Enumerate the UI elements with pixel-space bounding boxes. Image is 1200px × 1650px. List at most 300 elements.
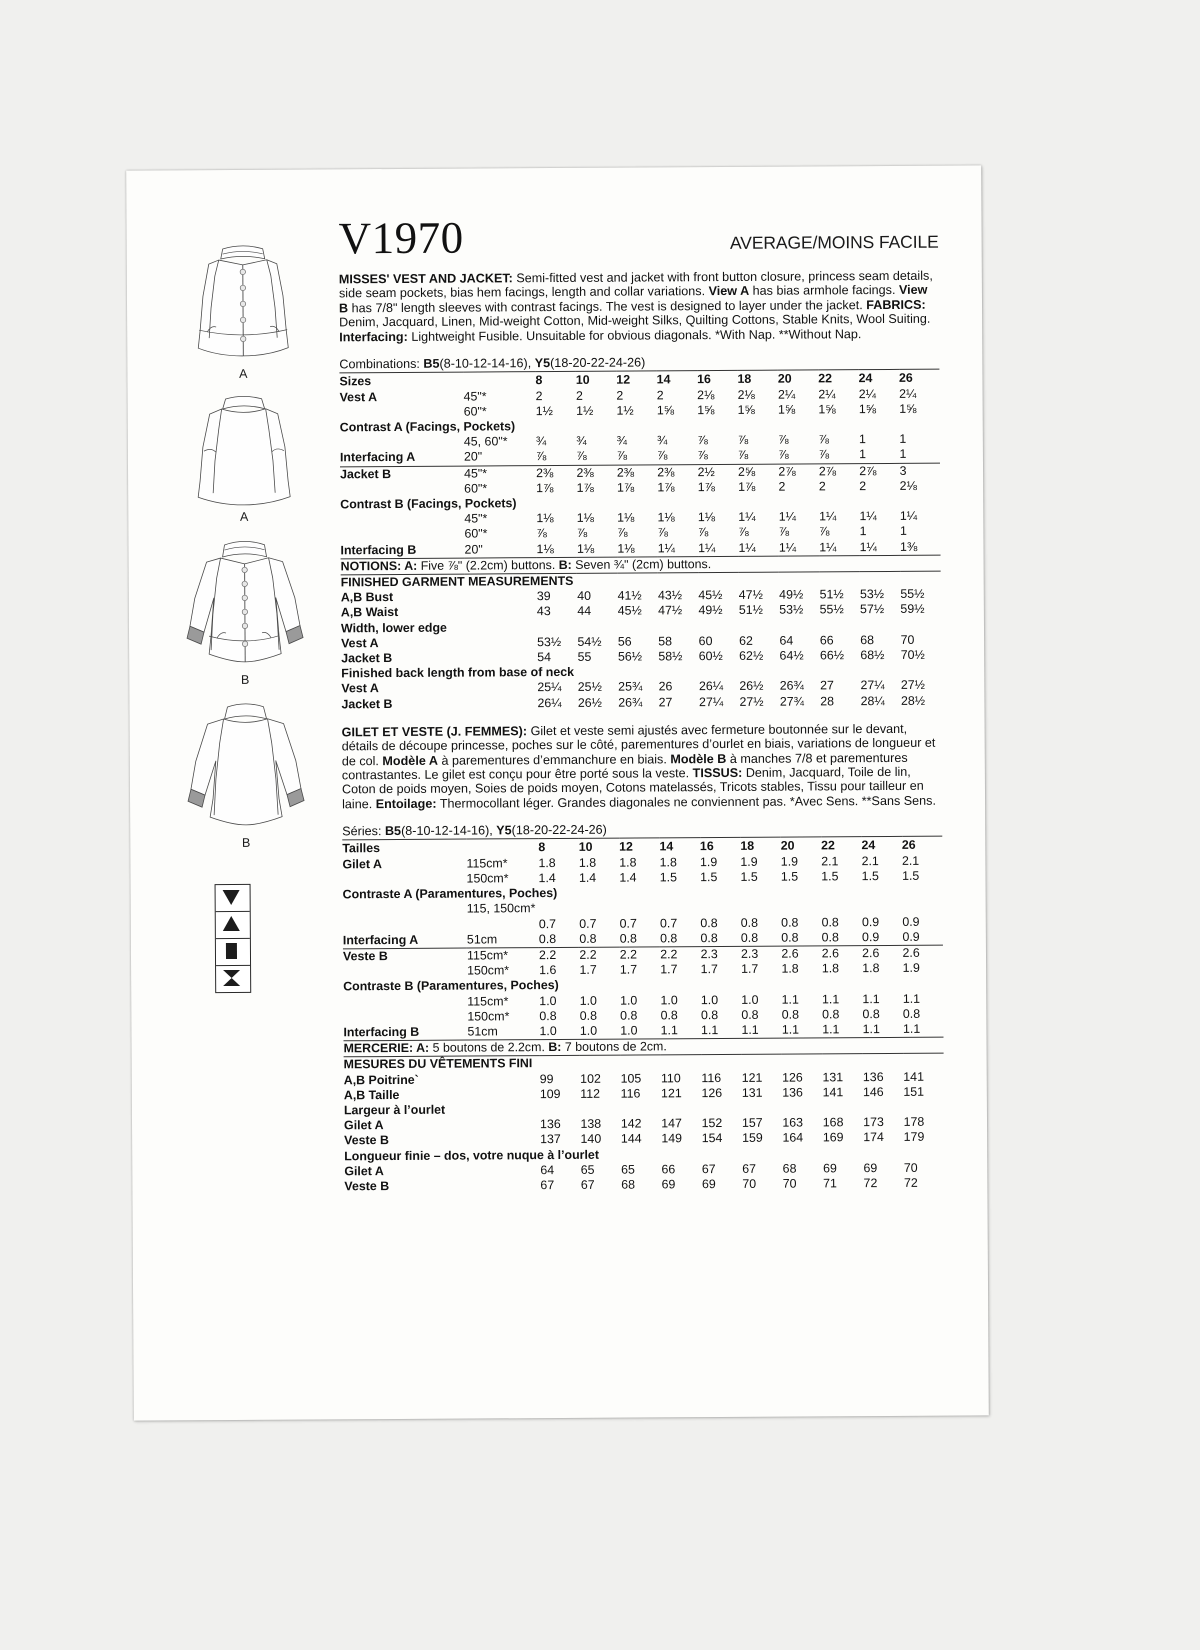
yardage-value: 1.0 <box>539 993 557 1008</box>
yardage-value: 2 <box>616 388 624 403</box>
yardage-value: 1.8 <box>578 855 597 870</box>
english-description: MISSES' VEST AND JACKET: Semi-fitted vest and jacket with front button closure, princess seam details, side seam pockets, bias hem facings, length and collar variations. View A has bias armhole facings. View B has 7/8" length sleeves with contrast facings. The vest is designed to layer under the jacket. FABRICS: Denim, Jacquard, Linen, Mid-weight Cotton, Mid-weight Silks, Quilting Cottons, Stable Knits, Wool Suiting. Interfacing: Lightweight Fusible. Unsuitable for obvious diagonals. *With Nap. **Without Nap. <box>338 268 933 344</box>
yardage-value: 2⅜ <box>576 465 616 481</box>
fgm-value: 65 <box>621 1162 635 1177</box>
yardage-value: 1.9 <box>780 854 799 869</box>
yardage-value: 0.8 <box>700 915 718 930</box>
yardage-row-width: 150cm* <box>467 963 510 978</box>
size-header-16: 16 <box>697 370 737 387</box>
figure-vest-back-view-a <box>176 388 313 524</box>
yardage-value: 1⅛ <box>697 510 716 525</box>
fgm-value: 109 <box>539 1086 561 1101</box>
fgm-value: 39 <box>536 589 551 604</box>
fgm-value: 49½ <box>779 587 804 602</box>
yardage-value: 2¼ <box>899 386 917 401</box>
yardage-value: 1.8 <box>781 961 799 976</box>
yardage-value: ⅞ <box>616 448 628 463</box>
yardage-value: 1.0 <box>620 993 638 1008</box>
yardage-row-width: 51cm <box>466 932 498 947</box>
fgm-value: 27¾ <box>779 694 804 709</box>
yardage-value: 1.5 <box>902 868 920 883</box>
hourglass-icon <box>216 966 250 992</box>
fgm-value: 40 <box>577 588 592 604</box>
fgm-value: 43½ <box>657 588 683 603</box>
yardage-value: 2.6 <box>781 946 821 962</box>
fgm-value: 66 <box>819 633 834 648</box>
fgm-value: 67 <box>701 1161 716 1176</box>
size-header-20: 20 <box>781 837 821 854</box>
fgm-value: 136 <box>782 1085 803 1100</box>
size-header-18: 18 <box>737 370 777 387</box>
vest-back-illustration <box>186 389 303 510</box>
yardage-value: 0.9 <box>861 914 880 929</box>
fgm-value: 58 <box>658 634 673 649</box>
yardage-value: 0.8 <box>741 1007 759 1022</box>
yardage-value: 0.7 <box>659 915 678 930</box>
notions-row: NOTIONS: A: Five ⅞" (2.2cm) buttons. B: Seven ¾" (2cm) buttons. <box>341 555 941 575</box>
fgm-value: 68 <box>621 1177 636 1192</box>
yardage-value: 1.5 <box>659 870 677 885</box>
yardage-value: 2.2 <box>660 947 700 963</box>
fgm-row-label: A,B Bust <box>340 590 394 605</box>
fgm-value: 173 <box>863 1115 884 1130</box>
fgm-value: 137 <box>540 1132 561 1147</box>
fgm-value: 26¾ <box>779 678 804 694</box>
fgm-row-label: Vest A <box>341 681 379 696</box>
yardage-row-width: 150cm* <box>466 871 509 886</box>
fgm-value: 136 <box>539 1117 561 1132</box>
jacket-front-illustration <box>182 532 307 673</box>
yardage-value: ⅞ <box>617 525 628 540</box>
yardage-value: 1.4 <box>578 870 597 885</box>
yardage-value: 1¼ <box>778 540 797 555</box>
fgm-value: 146 <box>862 1084 884 1099</box>
yardage-value: 1.8 <box>659 855 677 870</box>
yardage-value: 1¼ <box>657 540 675 555</box>
yardage-row-label: Gilet A <box>342 856 382 872</box>
size-header-24: 24 <box>859 369 899 386</box>
yardage-value: 1.8 <box>619 855 637 870</box>
yardage-value: 2⅞ <box>778 463 818 479</box>
fgm-value: 151 <box>903 1084 925 1099</box>
fgm-value: 140 <box>580 1132 602 1147</box>
size-header-24: 24 <box>861 837 901 854</box>
fgm-value: 64 <box>779 633 794 648</box>
yardage-row-label: Interfacing A <box>342 932 419 948</box>
yardage-value: 0.8 <box>539 1008 557 1023</box>
yardage-row-width: 60"* <box>464 526 488 541</box>
fgm-value: 70 <box>903 1160 918 1175</box>
size-header-14: 14 <box>659 838 699 855</box>
figure-label-b-back: B <box>241 835 251 850</box>
fgm-row-label: A,B Waist <box>340 605 399 620</box>
header-row <box>338 202 938 262</box>
yardage-value: 1.1 <box>821 991 840 1006</box>
yardage-value: 0.8 <box>822 1007 840 1022</box>
english-combinations: Combinations: B5(8-10-12-14-16), Y5(18-20-22-24-26) <box>339 355 646 372</box>
fgm-section-label: Finished back length from base of neck <box>341 665 575 681</box>
yardage-value: 1¼ <box>819 509 837 524</box>
fgm-value: 55 <box>577 649 592 664</box>
size-header-26: 26 <box>899 369 940 386</box>
yardage-value: 1.7 <box>741 961 759 977</box>
yardage-value: 2⅞ <box>819 463 859 479</box>
fgm-value: 57½ <box>859 602 885 617</box>
yardage-value: 2.6 <box>902 945 943 961</box>
yardage-value: 2⅜ <box>617 464 657 480</box>
fgm-value: 105 <box>620 1071 642 1086</box>
yardage-value: 1.8 <box>538 855 556 870</box>
yardage-value: ⅞ <box>697 433 708 448</box>
yardage-value: 1½ <box>576 403 594 418</box>
yardage-value: ⅞ <box>697 525 709 540</box>
fgm-value: 69 <box>823 1161 837 1176</box>
fgm-value: 157 <box>741 1115 763 1131</box>
yardage-value: 2.2 <box>620 947 660 963</box>
yardage-value: 3 <box>900 463 941 479</box>
yardage-value: 1.0 <box>660 992 678 1007</box>
fgm-value: 69 <box>863 1160 878 1175</box>
yardage-value: 0.8 <box>619 931 637 946</box>
yardage-value: 1 <box>899 447 907 462</box>
yardage-row-width: 45, 60"* <box>463 434 508 449</box>
yardage-value: 1.1 <box>822 1022 840 1037</box>
fgm-value: 25½ <box>577 680 602 695</box>
fgm-value: 126 <box>701 1085 723 1100</box>
fgm-value: 66 <box>661 1162 676 1177</box>
yardage-value: 1 <box>858 432 866 447</box>
fgm-value: 28 <box>820 693 835 708</box>
fgm-value: 60½ <box>698 648 723 664</box>
yardage-value: 1.1 <box>781 992 799 1007</box>
yardage-value: 2⅛ <box>737 387 755 402</box>
fgm-value: 70 <box>742 1176 757 1191</box>
pattern-number: V1970 <box>338 212 464 264</box>
jacket-back-illustration <box>183 695 308 836</box>
size-header-12: 12 <box>619 838 659 855</box>
fgm-row-label: A,B Poitrine` <box>343 1072 419 1087</box>
fgm-value: 26¼ <box>537 695 562 710</box>
yardage-value: 0.8 <box>620 1008 638 1023</box>
yardage-value: 2.1 <box>861 853 879 868</box>
french-yardage-table <box>342 836 944 1195</box>
size-header-22: 22 <box>818 370 858 387</box>
fgm-value: 60 <box>698 633 713 648</box>
french-combinations: Séries: B5(8-10-12-14-16), Y5(18-20-22-24-26) <box>342 822 607 839</box>
fgm-value: 58½ <box>658 649 683 664</box>
fgm-value: 67 <box>580 1177 595 1192</box>
yardage-value: 1 <box>899 524 907 539</box>
fgm-row-label: Veste B <box>344 1179 390 1194</box>
fgm-row-label: Gilet A <box>344 1163 384 1179</box>
yardage-value: 1.4 <box>619 870 637 885</box>
yardage-value: 1.9 <box>740 854 758 869</box>
yardage-value: 1¼ <box>899 508 918 524</box>
fgm-value: 126 <box>782 1070 803 1085</box>
yardage-value: 0.8 <box>579 1008 598 1023</box>
yardage-value: 2¼ <box>818 386 836 401</box>
yardage-value: 1.4 <box>538 870 556 886</box>
yardage-value: ¾ <box>656 433 668 448</box>
fgm-value: 27 <box>820 678 834 693</box>
fgm-value: 142 <box>620 1116 642 1131</box>
yardage-value: 1¼ <box>819 539 837 554</box>
yardage-value: 2 <box>818 479 826 494</box>
fgm-row-label: Gilet A <box>343 1118 384 1133</box>
fgm-section-label: Longueur finie – dos, votre nuque à l’ourlet <box>344 1147 599 1163</box>
yardage-value: 1.5 <box>700 869 718 885</box>
yardage-row-width: 60"* <box>463 404 487 419</box>
yardage-value: 1⅞ <box>616 480 635 495</box>
figure-label-a-front: A <box>239 366 248 381</box>
yardage-value: 0.8 <box>740 930 759 945</box>
fgm-value: 69 <box>661 1177 676 1192</box>
yardage-row-label <box>343 994 467 1010</box>
yardage-value: ⅞ <box>778 524 790 540</box>
yardage-value: ⅞ <box>778 432 789 447</box>
yardage-value: 0.9 <box>902 914 920 929</box>
yardage-value: 1⅞ <box>657 480 675 495</box>
yardage-value: 1⅜ <box>899 539 918 554</box>
yardage-value: ⅞ <box>697 448 708 463</box>
yardage-value: 1¼ <box>859 509 877 524</box>
fgm-value: 116 <box>701 1070 722 1085</box>
fgm-value: 141 <box>903 1069 924 1084</box>
fgm-title: FINISHED GARMENT MEASUREMENTS <box>341 571 941 590</box>
fgm-value: 110 <box>660 1070 681 1085</box>
yardage-value: 0.8 <box>660 931 678 946</box>
yardage-value: 0.8 <box>740 915 759 930</box>
yardage-value: 2 <box>778 479 786 494</box>
yardage-value: 2 <box>575 388 583 403</box>
fgm-value: 70 <box>782 1176 797 1191</box>
fgm-value: 26½ <box>739 679 764 694</box>
fgm-value: 26½ <box>577 695 603 710</box>
yardage-row-width: 115cm* <box>467 993 509 1009</box>
yardage-row-width <box>467 917 539 933</box>
yardage-value: 1 <box>859 524 867 539</box>
yardage-value: ⅞ <box>576 526 588 541</box>
fgm-value: 131 <box>741 1085 763 1100</box>
yardage-value: ⅞ <box>738 525 749 540</box>
fgm-value: 68 <box>860 632 875 647</box>
yardage-value: 0.9 <box>902 929 920 944</box>
fgm-row-label: A,B Taille <box>343 1087 400 1103</box>
fgm-value: 43 <box>536 604 551 619</box>
yardage-value: 1.1 <box>781 1022 800 1037</box>
size-header-20: 20 <box>778 370 818 387</box>
fgm-value: 27½ <box>739 694 764 709</box>
size-header-18: 18 <box>740 837 780 854</box>
yardage-value: 1⅝ <box>818 402 836 417</box>
yardage-value: 1.7 <box>660 962 678 977</box>
fgm-value: 28¼ <box>860 693 885 708</box>
english-yardage-body <box>339 369 941 712</box>
yardage-row-label: Jacket B <box>340 466 464 482</box>
fgm-value: 164 <box>782 1130 804 1146</box>
yardage-value: 1 <box>899 432 907 447</box>
yardage-value: 1.9 <box>902 960 920 976</box>
fgm-section-label: Width, lower edge <box>340 620 447 635</box>
fgm-value: 51½ <box>819 587 844 602</box>
fgm-value: 28½ <box>900 693 926 708</box>
fgm-value: 102 <box>580 1071 601 1086</box>
fgm-value: 59½ <box>900 602 925 617</box>
yardage-row-label <box>342 871 466 887</box>
figure-vest-front-view-a <box>175 237 312 381</box>
size-header-22: 22 <box>821 837 861 854</box>
yardage-value: ⅞ <box>737 448 749 463</box>
yardage-value: 1.7 <box>579 962 597 978</box>
yardage-value: 1⅞ <box>536 480 554 495</box>
yardage-value: 1⅝ <box>858 401 877 416</box>
pattern-info-column <box>338 202 944 1195</box>
fgm-value: 154 <box>701 1131 723 1146</box>
fgm-value: 45½ <box>698 588 723 603</box>
size-header-26: 26 <box>902 836 943 853</box>
fgm-row-label: Jacket B <box>341 650 393 666</box>
yardage-value: 1.0 <box>579 993 597 1008</box>
yardage-row-width: 150cm* <box>467 1009 510 1024</box>
yardage-value: 1⅛ <box>576 510 595 526</box>
fgm-value: 55½ <box>900 586 925 602</box>
yardage-row-label <box>343 902 467 918</box>
fgm-value: 26¼ <box>698 679 724 694</box>
yardage-value: ⅞ <box>536 526 547 541</box>
yardage-section-contrast-a-fa: Contrast A (Facings, Pockets) <box>339 419 516 435</box>
fgm-value: 54 <box>537 650 552 665</box>
line-drawings-column <box>175 237 316 993</box>
yardage-row-label <box>340 481 464 497</box>
fgm-value: 67 <box>540 1178 555 1193</box>
fgm-value: 53½ <box>537 634 562 649</box>
yardage-value: 1.8 <box>821 961 840 976</box>
yardage-row-width: 115cm* <box>466 856 508 871</box>
yardage-value: 1⅛ <box>536 511 554 526</box>
size-header-8: 8 <box>535 371 575 388</box>
yardage-value: 0.8 <box>538 931 557 946</box>
fgm-value: 62 <box>738 633 753 648</box>
figure-jacket-front-view-b <box>176 531 313 687</box>
yardage-value: 2⅞ <box>859 463 899 479</box>
yardage-value: 1⅝ <box>656 403 675 418</box>
yardage-value: 2 <box>535 388 543 403</box>
yardage-value: 1⅛ <box>536 541 554 556</box>
yardage-value: 1.7 <box>619 962 638 977</box>
yardage-row-width: 60"* <box>464 481 488 496</box>
yardage-row-label <box>340 512 464 528</box>
fgm-value: 174 <box>863 1130 884 1145</box>
figure-label-a-back: A <box>239 509 249 524</box>
size-header-10: 10 <box>576 371 616 388</box>
yardage-value: 2⅝ <box>738 464 778 480</box>
fgm-value: 116 <box>620 1086 641 1101</box>
yardage-row-width: 51cm <box>467 1024 498 1039</box>
yardage-value: 1.0 <box>579 1023 598 1038</box>
fgm-value: 71 <box>823 1176 837 1191</box>
yardage-value: ¾ <box>576 433 587 449</box>
fgm-value: 27¼ <box>698 694 724 709</box>
fgm-value: 72 <box>863 1176 878 1191</box>
yardage-value: 1.0 <box>539 1023 557 1039</box>
yardage-row-label <box>340 435 464 451</box>
yardage-value: 1¼ <box>738 509 756 525</box>
yardage-value: ⅞ <box>737 432 749 448</box>
yardage-value: 1¼ <box>778 509 796 524</box>
figure-label-b-front: B <box>240 672 250 687</box>
yardage-value: 2.1 <box>901 853 920 868</box>
yardage-row-label <box>340 404 464 420</box>
yardage-value: 0.7 <box>619 916 637 931</box>
fgm-value: 69 <box>701 1177 716 1192</box>
yardage-value: 1.1 <box>700 1022 719 1038</box>
fgm-value: 41½ <box>617 588 642 603</box>
yardage-value: 0.7 <box>538 916 557 931</box>
yardage-value: 2¼ <box>858 386 876 401</box>
yardage-value: ⅞ <box>657 525 668 540</box>
size-header-14: 14 <box>657 371 697 388</box>
fgm-title: MESURES DU VÊTEMENTS FINI <box>344 1054 944 1073</box>
fgm-value: 54½ <box>577 634 602 649</box>
fgm-value: 72 <box>903 1175 918 1190</box>
yardage-value: 0.8 <box>781 1007 799 1022</box>
fgm-value: 70 <box>900 632 915 647</box>
fgm-value: 68 <box>782 1161 797 1176</box>
fgm-value: 45½ <box>617 603 642 619</box>
fgm-value: 51½ <box>738 603 764 618</box>
fgm-value: 26¾ <box>618 695 643 710</box>
fgm-value: 179 <box>903 1130 925 1145</box>
yardage-value: 0.9 <box>861 929 880 944</box>
yardage-value: 1.1 <box>902 1021 921 1036</box>
fgm-value: 67 <box>742 1161 757 1176</box>
yardage-value: 1⅞ <box>697 479 715 494</box>
yardage-value: ⅞ <box>778 447 789 462</box>
yardage-value: 2¼ <box>777 387 796 402</box>
fgm-value: 47½ <box>738 587 763 603</box>
fgm-value: 121 <box>741 1070 763 1085</box>
yardage-value: 1.1 <box>862 991 880 1006</box>
yardage-value: 2.1 <box>821 854 839 869</box>
yardage-value: 1⅝ <box>777 402 796 417</box>
yardage-value: 0.8 <box>821 914 839 929</box>
french-yardage-body <box>342 836 944 1194</box>
yardage-value: 2⅜ <box>657 464 697 480</box>
yardage-value: 2½ <box>698 464 738 480</box>
yardage-value: 1.5 <box>780 869 799 884</box>
yardage-value: 0.7 <box>579 916 597 931</box>
fgm-row-label: Jacket B <box>341 696 393 711</box>
yardage-value: 0.8 <box>579 931 597 946</box>
square-solid-icon <box>216 939 250 966</box>
yardage-row-width: 115cm* <box>467 948 539 964</box>
yardage-value: 1.1 <box>660 1023 678 1038</box>
english-yardage-table <box>339 369 941 712</box>
yardage-row-label <box>343 917 467 933</box>
yardage-row-width: 20" <box>464 542 483 557</box>
yardage-section-contraste-a-p: Contraste A (Paramentures, Poches) <box>342 886 558 902</box>
size-header-12: 12 <box>616 371 656 388</box>
fgm-value: 25¾ <box>618 679 643 695</box>
yardage-row-label: Interfacing A <box>339 450 416 465</box>
french-description: GILET ET VESTE (J. FEMMES): Gilet et veste semi ajustés avec fermeture boutonnée sur le devant, détails de découpe princesse, poches sur le côté, parementures d’ourlet en biais, variations de longueur et de col. Modèle A à parementures d’emmanchure en biais. Modèle B à manches 7/8 et parementures contrastantes. Le gilet est conçu pour être porté sous la veste. TISSUS: Denim, Jacquard, Toile de lin, Coton de poids moyen, Soies de poids moyen, Cotons matelassés, Tricots stables, Tissu pour tailleur en laine. Entoilage: Thermocollant léger. Grandes diagonales ne conviennent pas. *Avec Sens. **Sans Sens. <box>341 721 936 812</box>
fgm-value: 64½ <box>779 648 804 663</box>
yardage-row-label: Vest A <box>339 389 378 404</box>
yardage-value: 1.1 <box>862 1022 880 1037</box>
yardage-row-width: 115, 150cm* <box>466 901 536 916</box>
yardage-value: 0.8 <box>700 1007 719 1022</box>
sizes-header-label: Tailles <box>342 839 466 857</box>
